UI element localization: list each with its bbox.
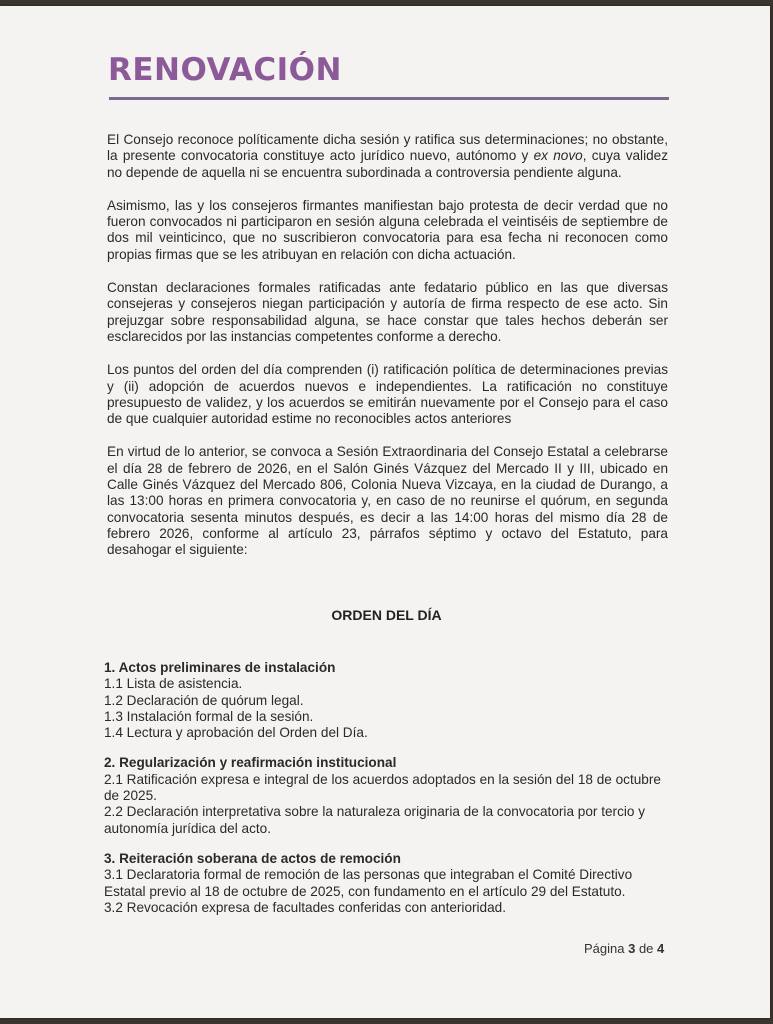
agenda-item: 3.2 Revocación expresa de facultades conferidas con anterioridad. [104,899,507,915]
agenda-section-heading: 1. Actos preliminares de instalación [104,660,336,675]
agenda-section-heading: 3. Reiteración soberana de actos de remoción [104,850,401,866]
agenda-item: 2.1 Ratificación expresa e integral de los acuerdos adoptados en la sesión del 18 de octubre de 2025. [104,771,661,804]
document-page [0,6,770,1018]
paragraph-1 [107,132,668,181]
page-prefix: Página [584,941,629,956]
renovacion-logo: RENOVACIÓN [108,52,342,88]
agenda-list [104,660,674,930]
paragraph-1-italic: ex novo [533,148,583,164]
agenda-section [104,851,674,916]
header-divider [109,97,669,100]
agenda-item: 3.1 Declaratoria formal de remoción de las personas que integraban el Comité Directivo Estatal previo al 18 de octubre de 2025, con fundamento en el artículo 29 del Estatuto. [104,867,633,899]
agenda-item: 1.1 Lista de asistencia. [104,676,243,692]
agenda-item: 1.3 Instalación formal de la sesión. [104,708,314,724]
page-number [584,941,664,956]
agenda-item: 1.2 Declaración de quórum legal. [104,692,304,708]
agenda-item: 1.4 Lectura y aprobación del Orden del Día. [104,725,368,741]
paragraph-3: Constan declaraciones formales ratificadas ante fedatario público en las que diversas consejeras y consejeros niegan participación y autoría de firma respecto de ese acto. Sin prejuzgar sobre responsabilidad alguna, se hace constar que tales hechos deberán ser esclarecidos por las instancias competentes conforme a derecho. [107,280,668,344]
paragraph-5: En virtud de lo anterior, se convoca a Sesión Extraordinaria del Consejo Estatal a celebrarse el día 28 de febrero de 2026, en el Salón Ginés Vázquez del Mercado II y III, ubicado en Calle Ginés Vázquez del Mercado 806, Colonia Nueva Vizcaya, en la ciudad de Durango, a las 13:00 horas en primera convocatoria y, en caso de no reunirse el quórum, en segunda convocatoria sesenta minutos después, es decir a las 14:00 horas del mismo día 28 de febrero 2026, conforme al artículo 23, párrafos séptimo y octavo del Estatuto, para desahogar el siguiente: [107,444,668,558]
paragraph-2: Asimismo, las y los consejeros firmantes manifiestan bajo protesta de decir verdad que no fueron convocados ni participaron en sesión alguna celebrada el veintiséis de septiembre de dos mil veinticinco, que no suscribieron convocatoria para esa fecha ni reconocen como propias firmas que se les atribuyan en relación con dicha actuación. [107,197,668,262]
agenda-section [104,755,674,836]
page-current: 3 [628,941,636,956]
paragraph-1-text-b: , cuya validez no depende de aquella ni se encuentra subordinada a controversia pendiente alguna. [107,148,669,180]
document-body [107,132,668,576]
page-middle: de [635,941,658,956]
agenda-item: 2.2 Declaración interpretativa sobre la naturaleza originaria de la convocatoria por tercio y autonomía jurídica del acto. [104,804,646,836]
agenda-section-heading: 2. Regularización y reafirmación institucional [104,755,397,771]
paragraph-1-text-a: El Consejo reconoce políticamente dicha sesión y ratifica sus determinaciones; no obstante, la presente convocatoria constituye acto jurídico nuevo, autónomo y [107,132,668,164]
agenda-section [104,660,674,741]
paragraph-4: Los puntos del orden del día comprenden (i) ratificación política de determinaciones previas y (ii) adopción de acuerdos nuevos e independientes. La ratificación no constituye presupuesto de validez, y los acuerdos se emitirán nuevamente por el Consejo para el caso de que cualquier autoridad estime no reconocibles actos anteriores [107,362,668,427]
page-total: 4 [657,941,665,956]
agenda-title: ORDEN DEL DÍA [331,607,442,623]
